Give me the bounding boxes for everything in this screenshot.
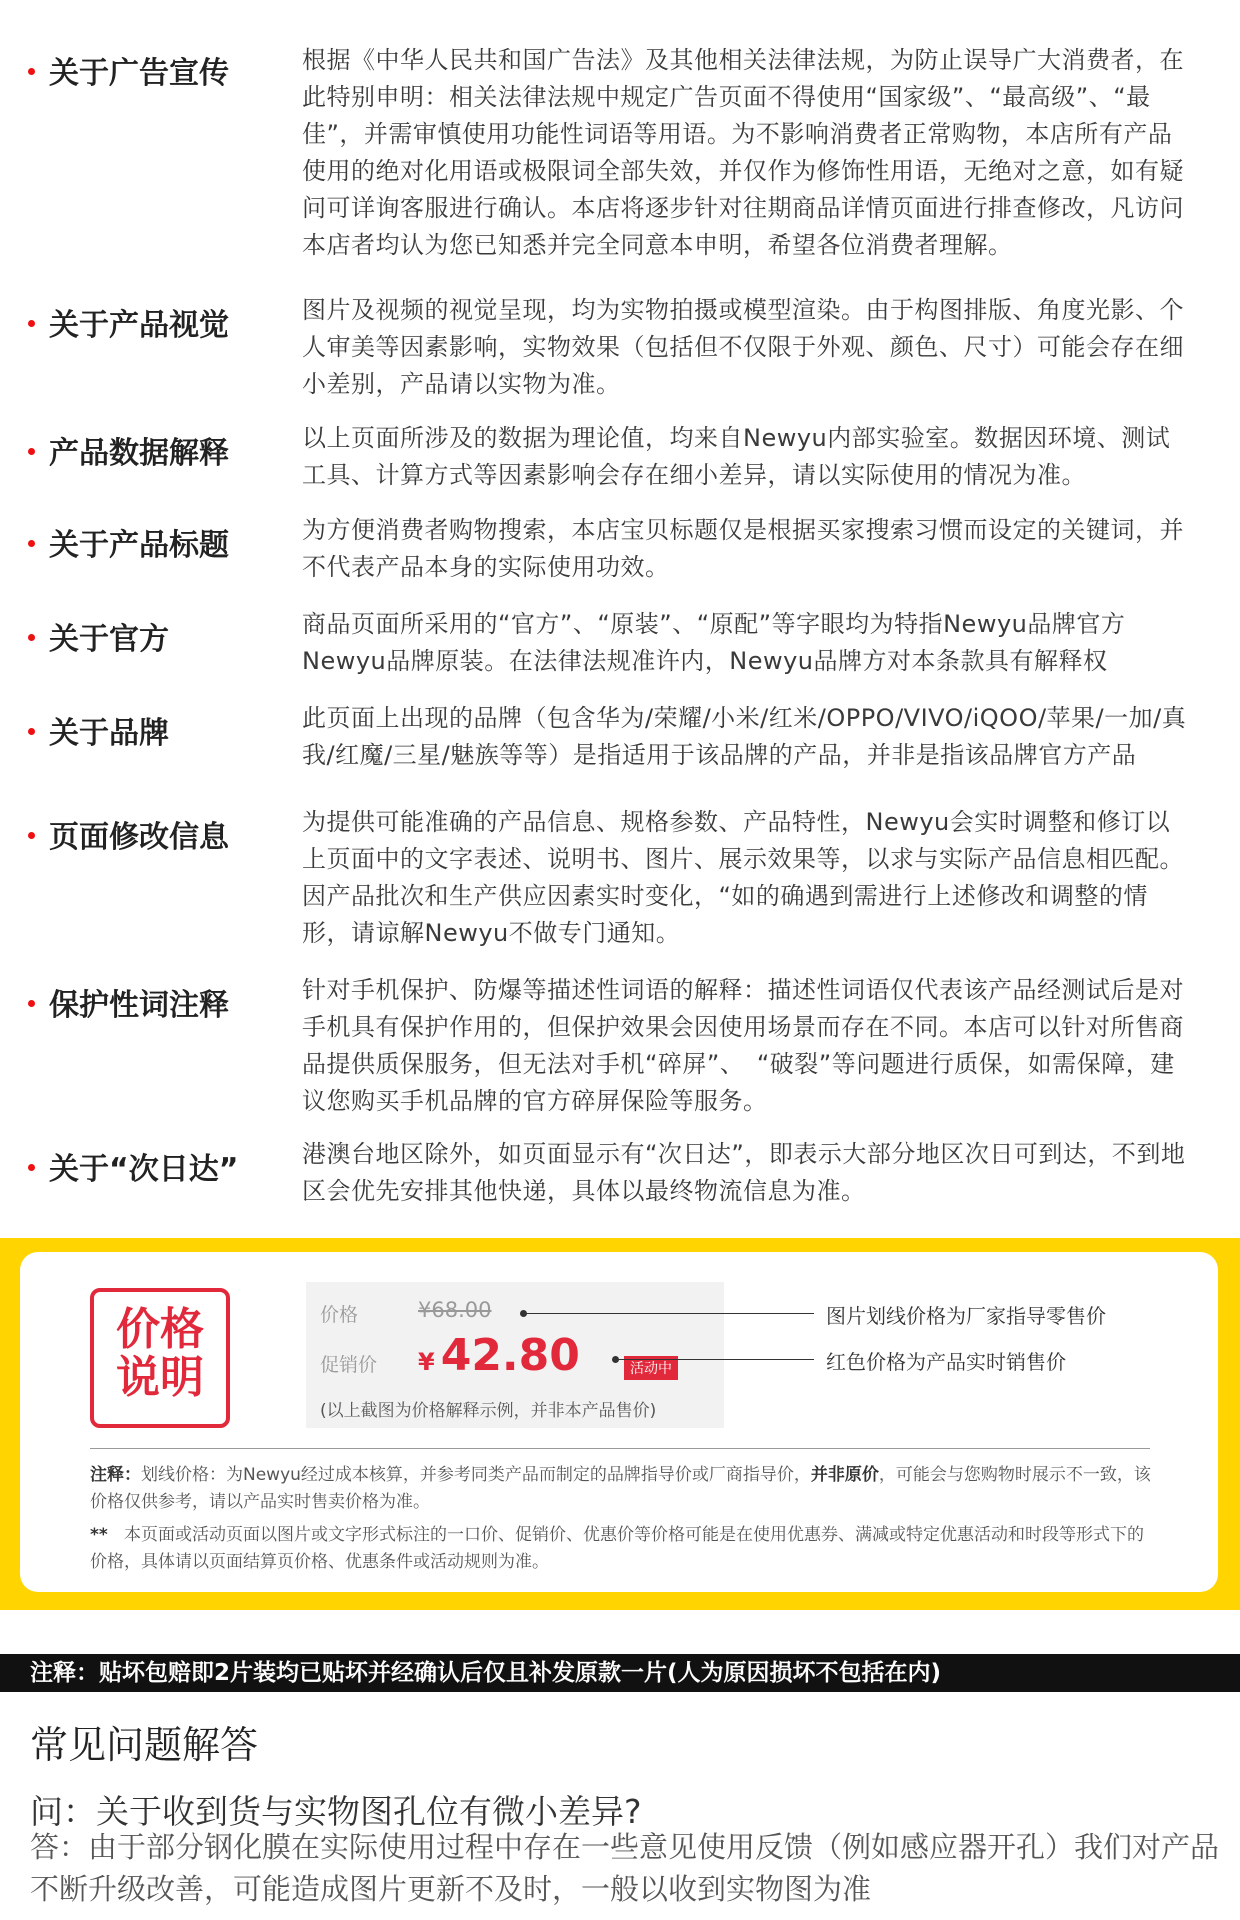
notice-title: 关于品牌 — [28, 708, 169, 752]
notice-text: 图片及视频的视觉呈现，均为实物拍摄或模型渲染。由于构图排版、角度光影、个人审美等因素影响，实物效果（包括但不仅限于外观、颜色、尺寸）可能会存在细小差别，产品请以实物为准。 — [302, 296, 1184, 398]
bullet-dot-icon — [28, 728, 35, 735]
bullet-dot-icon — [28, 1164, 35, 1171]
notice-title: 关于官方 — [28, 614, 169, 658]
badge-line-1: 价格 — [116, 1304, 204, 1355]
promo-price: ¥ 42.80 — [418, 1330, 580, 1381]
warranty-note-bar: 注释：贴坏包赔即2片装均已贴坏并经确认后仅且补发原款一片(人为原因损坏不包括在内) — [0, 1654, 1240, 1692]
bullet-dot-icon — [28, 1000, 35, 1007]
legend-original: 图片划线价格为厂家指导零售价 — [826, 1304, 1106, 1328]
notice-text: 为提供可能准确的产品信息、规格参数、产品特性，Newyu会实时调整和修订以上页面中的文字表述、说明书、图片、展示效果等，以求与实际产品信息相匹配。因产品批次和生产供应因素实时变化，“如的确遇到需进行上述修改和调整的情形，请谅解Newyu不做专门通知。 — [302, 808, 1184, 947]
promo-label: 促销价 — [320, 1354, 378, 1376]
notice-title: 页面修改信息 — [28, 812, 229, 856]
fine-print-1: 注释：划线价格：为Newyu经过成本核算，并参考同类产品而制定的品牌指导价或厂商指导价，并非原价，可能会与您购物时展示不一致，该价格仅供参考，请以产品实时售卖价格为准。 — [90, 1465, 1151, 1512]
notice-text: 商品页面所采用的“官方”、“原装”、“原配”等字眼均为特指Newyu品牌官方Newyu品牌原装。在法律法规准许内，Newyu品牌方对本条款具有解释权 — [302, 610, 1126, 675]
notice-text: 港澳台地区除外，如页面显示有“次日达”，即表示大部分地区次日可到达，不到地区会优先安排其他快递，具体以最终物流信息为准。 — [302, 1140, 1186, 1205]
faq-question: 问：关于收到货与实物图孔位有微小差异? — [30, 1792, 642, 1831]
notice-title: 关于广告宣传 — [28, 48, 229, 92]
notice-text: 为方便消费者购物搜索，本店宝贝标题仅是根据买家搜索习惯而设定的关键词，并不代表产品本身的实际使用功效。 — [302, 516, 1184, 581]
notice-title: 关于产品视觉 — [28, 300, 229, 344]
price-demo-box — [306, 1282, 724, 1428]
notice-text: 针对手机保护、防爆等描述性词语的解释：描述性词语仅代表该产品经测试后是对手机具有保护作用的，但保护效果会因使用场景而存在不同。本店可以针对所售商品提供质保服务，但无法对手机“碎屏”、 “破裂”等问题进行质保，如需保障，建议您购买手机品牌的官方碎屏保险等服务。 — [302, 976, 1184, 1115]
promo-tag: 活动中 — [624, 1356, 678, 1380]
fine-print-2: ** 本页面或活动页面以图片或文字形式标注的一口价、促销价、优惠价等价格可能是在使用优惠券、满减或特定优惠活动和时段等形式下的价格，具体请以页面结算页价格、优惠条件或活动规则为准。 — [90, 1525, 1144, 1572]
notice-title: 保护性词注释 — [28, 980, 229, 1024]
divider — [90, 1448, 1150, 1449]
notice-title: 产品数据解释 — [28, 428, 229, 472]
bullet-dot-icon — [28, 320, 35, 327]
leader-line — [616, 1359, 814, 1360]
leader-line — [524, 1313, 814, 1314]
notice-text: 以上页面所涉及的数据为理论值，均来自Newyu内部实验室。数据因环境、测试工具、计算方式等因素影响会存在细小差异，请以实际使用的情况为准。 — [302, 424, 1171, 489]
faq-answer: 答：由于部分钢化膜在实际使用过程中存在一些意见使用反馈（例如感应器开孔）我们对产品不断升级改善，可能造成图片更新不及时，一般以收到实物图为准 — [30, 1830, 1220, 1906]
notice-title: 关于“次日达” — [28, 1144, 238, 1188]
price-explanation-badge — [90, 1288, 230, 1428]
bullet-dot-icon — [28, 68, 35, 75]
price-explanation-section — [0, 1238, 1240, 1610]
faq-title: 常见问题解答 — [30, 1723, 259, 1767]
notice-title: 关于产品标题 — [28, 520, 229, 564]
price-explanation-card — [20, 1252, 1218, 1592]
badge-line-2: 说明 — [116, 1352, 204, 1403]
notice-text: 此页面上出现的品牌（包含华为/荣耀/小米/红米/OPPO/VIVO/iQOO/苹果/一加/真我/红魔/三星/魅族等等）是指适用于该品牌的产品，并非是指该品牌官方产品 — [302, 704, 1187, 769]
bullet-dot-icon — [28, 540, 35, 547]
bullet-dot-icon — [28, 448, 35, 455]
notice-text: 根据《中华人民共和国广告法》及其他相关法律法规，为防止误导广大消费者，在此特别申明：相关法律法规中规定广告页面不得使用“国家级”、“最高级”、“最佳”，并需审慎使用功能性词语等用语。为不影响消费者正常购物，本店所有产品使用的绝对化用语或极限词全部失效，并仅作为修饰性用语，无绝对之意，如有疑问可详询客服进行确认。本店将逐步针对往期商品详情页面进行排查修改，凡访问本店者均认为您已知悉并完全同意本申明，希望各位消费者理解。 — [302, 46, 1184, 259]
bullet-dot-icon — [28, 832, 35, 839]
bullet-dot-icon — [28, 634, 35, 641]
price-label: 价格 — [320, 1304, 359, 1326]
original-price: ¥68.00 — [418, 1298, 492, 1322]
legend-promo: 红色价格为产品实时销售价 — [826, 1350, 1066, 1374]
example-note: (以上截图为价格解释示例，并非本产品售价) — [320, 1401, 657, 1421]
